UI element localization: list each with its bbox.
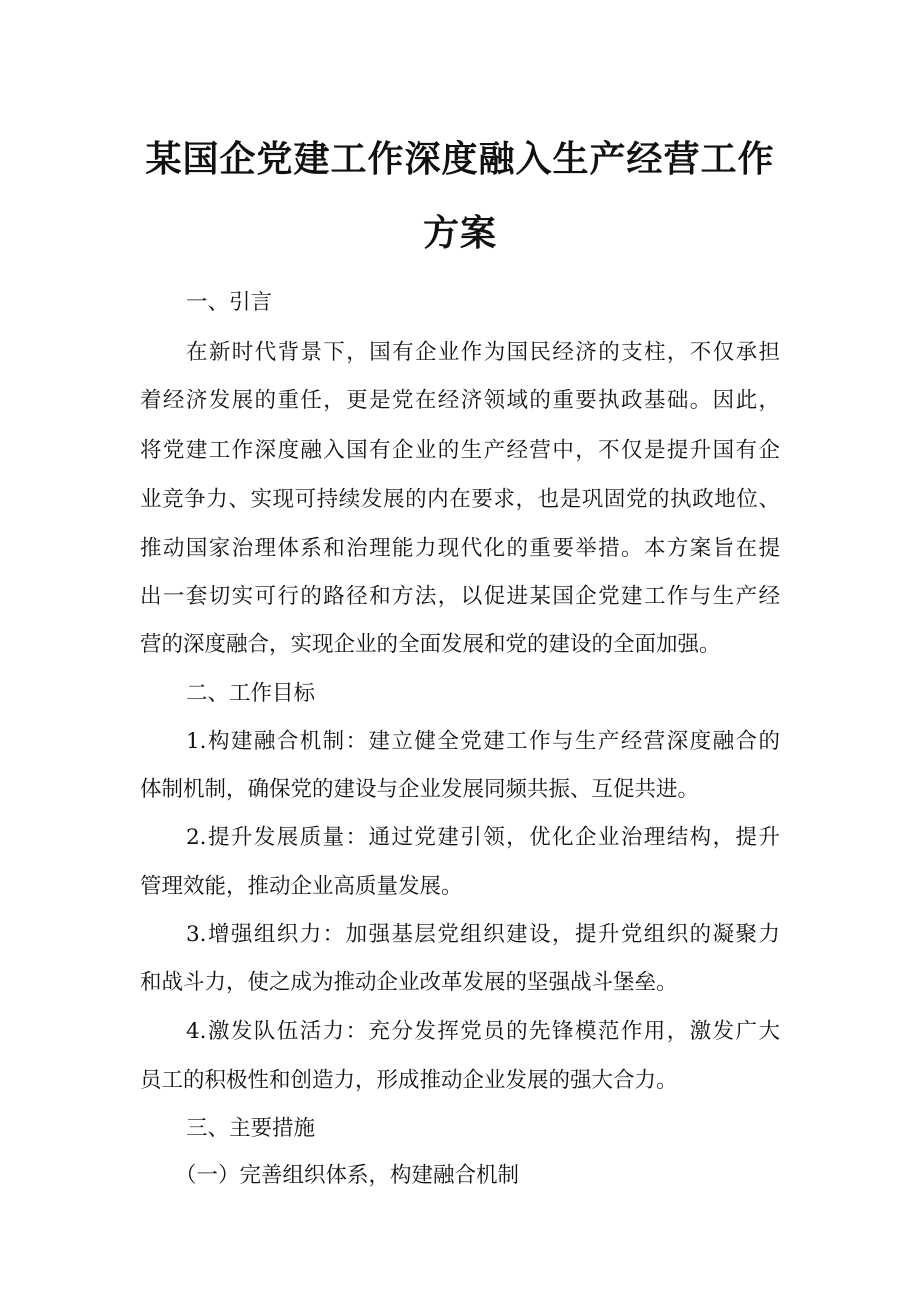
goal-item-3-line2: 和战斗力，使之成为推动企业改革发展的坚强战斗堡垒。 [140, 970, 678, 995]
goal-item-1-line2: 体制机制，确保党的建设与企业发展同频共振、互促共进。 [140, 777, 700, 802]
goal-item-4-line1: 4.激发队伍活力：充分发挥党员的先锋模范作用，激发广大 [186, 1019, 780, 1044]
goal-item-2-line1: 2.提升发展质量：通过党建引领，优化企业治理结构，提升 [186, 825, 780, 850]
goal-item-4-line2: 员工的积极性和创造力，形成推动企业发展的强大合力。 [140, 1068, 678, 1093]
paragraph-line: 出一套切实可行的路径和方法，以促进某国企党建工作与生产经 [140, 584, 780, 609]
paragraph-line: 着经济发展的重任，更是党在经济领域的重要执政基础。因此， [140, 388, 780, 413]
section-heading-intro: 一、引言 [186, 290, 273, 315]
section-heading-measures: 三、主要措施 [186, 1116, 316, 1141]
paragraph-line: 营的深度融合，实现企业的全面发展和党的建设的全面加强。 [140, 632, 721, 657]
paragraph-line: 推动国家治理体系和治理能力现代化的重要举措。本方案旨在提 [140, 536, 780, 561]
document-title-line2: 方案 [422, 213, 497, 254]
goal-item-1-line1: 1.构建融合机制：建立健全党建工作与生产经营深度融合的 [186, 729, 780, 754]
paragraph-line: 在新时代背景下，国有企业作为国民经济的支柱，不仅承担 [186, 340, 780, 365]
goal-item-2-line2: 管理效能，推动企业高质量发展。 [140, 874, 463, 899]
paragraph-line: 将党建工作深度融入国有企业的生产经营中，不仅是提升国有企 [140, 438, 780, 463]
document-title-line1: 某国企党建工作深度融入生产经营工作 [145, 139, 775, 180]
goal-item-3-line1: 3.增强组织力：加强基层党组织建设，提升党组织的凝聚力 [186, 922, 780, 947]
subsection-heading: （一）完善组织体系，构建融合机制 [175, 1163, 520, 1188]
section-heading-goals: 二、工作目标 [186, 681, 316, 706]
paragraph-line: 业竞争力、实现可持续发展的内在要求，也是巩固党的执政地位、 [140, 487, 780, 512]
